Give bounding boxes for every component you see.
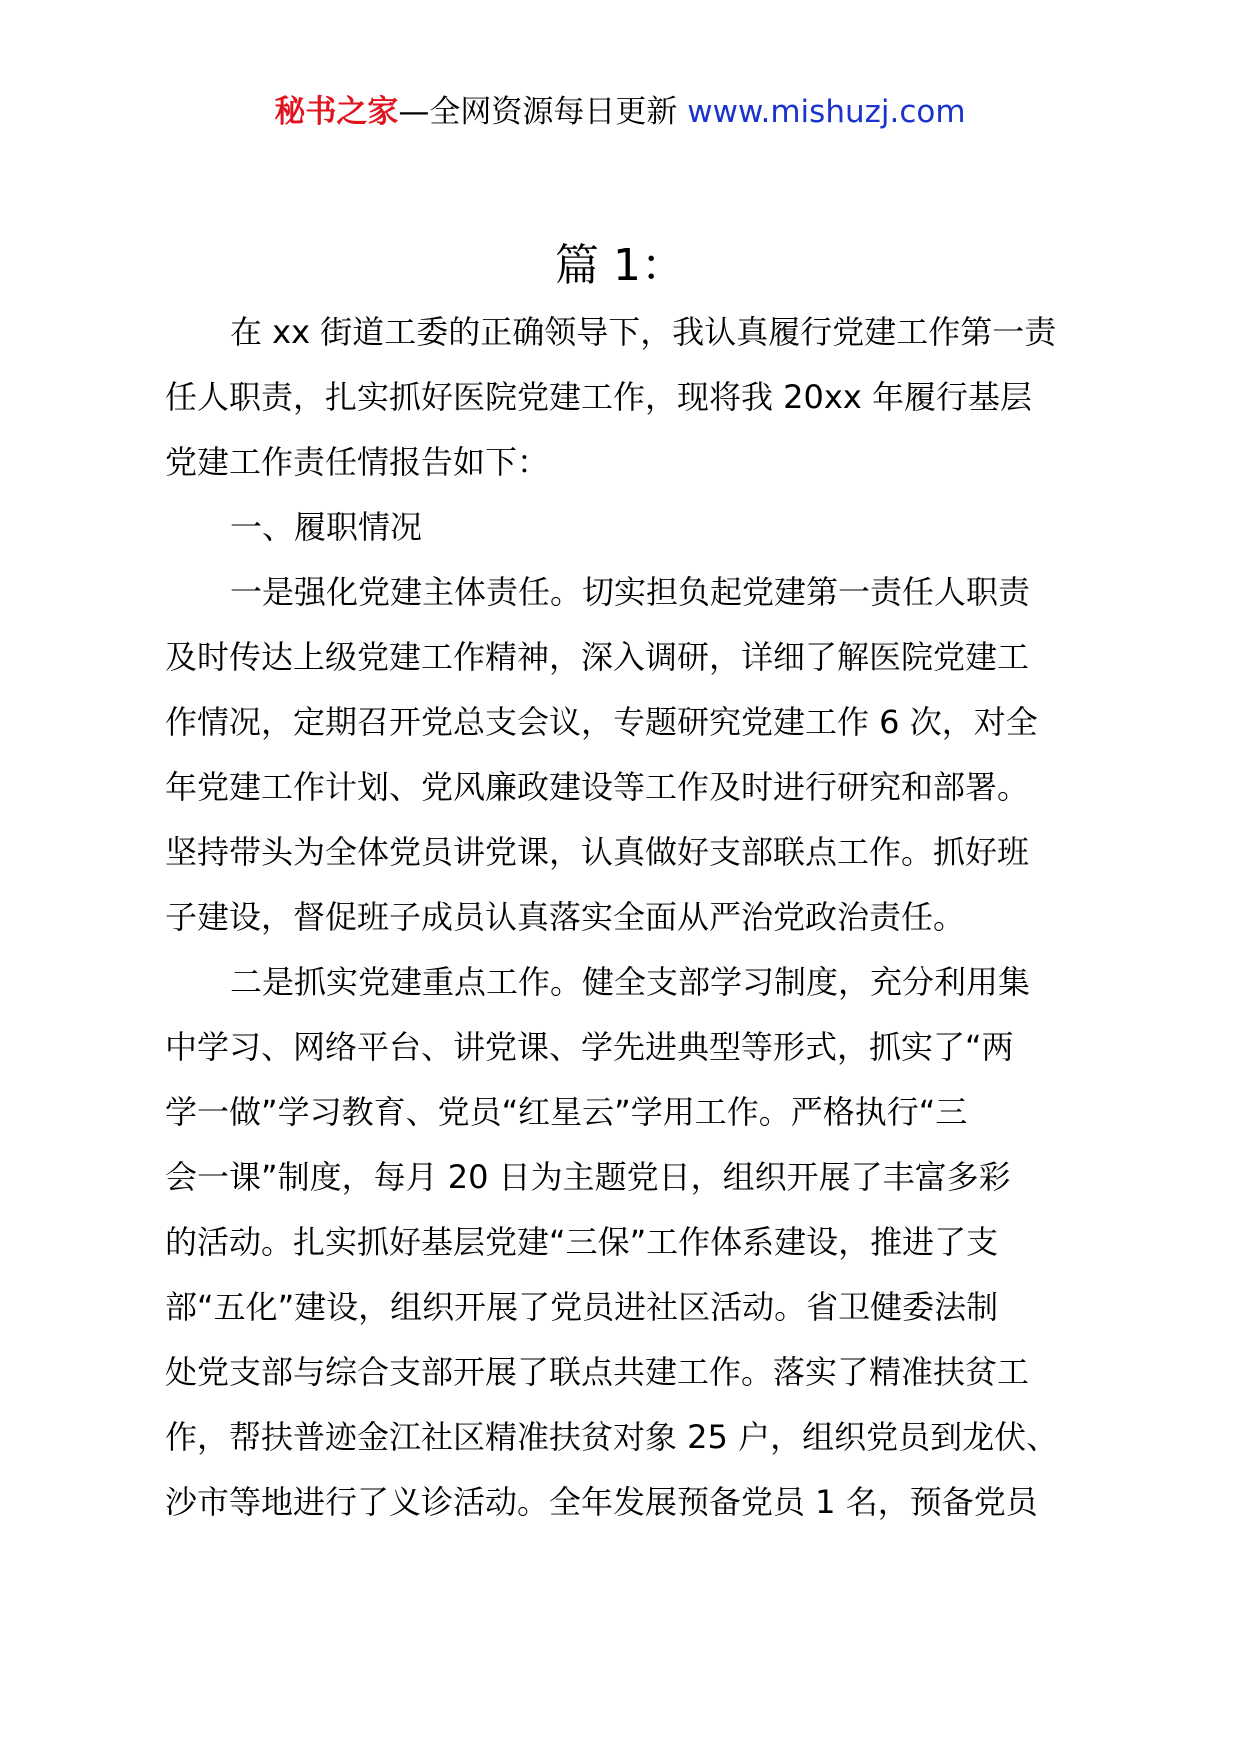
- paragraph-2: [165, 950, 1075, 1535]
- text-line: 及时传达上级党建工作精神，深入调研，详细了解医院党建工: [165, 638, 1030, 676]
- text-line: 会一课”制度，每月 20 日为主题党日，组织开展了丰富多彩: [165, 1158, 1011, 1196]
- text-line: 作，帮扶普迹金江社区精准扶贫对象 25 户，组织党员到龙伏、: [165, 1418, 1059, 1456]
- intro-paragraph: [165, 300, 1075, 495]
- text-line: 坚持带头为全体党员讲党课，认真做好支部联点工作。抓好班: [165, 833, 1030, 871]
- text-line: 党建工作责任情报告如下：: [165, 443, 550, 481]
- text-line: 中学习、网络平台、讲党课、学先进典型等形式，抓实了“两: [165, 1028, 1014, 1066]
- text-line: 任人职责，扎实抓好医院党建工作，现将我 20xx 年履行基层: [165, 378, 1032, 416]
- section-heading: [165, 495, 1075, 560]
- text-line: 部“五化”建设，组织开展了党员进社区活动。省卫健委法制: [165, 1288, 999, 1326]
- text-line: 子建设，督促班子成员认真落实全面从严治党政治责任。: [165, 898, 966, 936]
- document-body: [165, 300, 1075, 1535]
- text-line: 二是抓实党建重点工作。健全支部学习制度，充分利用集: [230, 963, 1031, 1001]
- text-line: 作情况，定期召开党总支会议，专题研究党建工作 6 次，对全: [165, 703, 1038, 741]
- brand-name: 秘书之家: [274, 94, 399, 130]
- text-line: 在 xx 街道工委的正确领导下，我认真履行党建工作第一责: [230, 313, 1057, 351]
- paragraph-1: [165, 560, 1075, 950]
- text-line: 学一做”学习教育、党员“红星云”学用工作。严格执行“三: [165, 1093, 968, 1131]
- text-line: 沙市等地进行了义诊活动。全年发展预备党员 1 名，预备党员: [165, 1483, 1038, 1521]
- section-heading-text: 一、履职情况: [230, 508, 423, 546]
- document-title: 篇 1：: [555, 240, 685, 291]
- text-line: 年党建工作计划、党风廉政建设等工作及时进行研究和部署。: [165, 768, 1030, 806]
- text-line: 处党支部与综合支部开展了联点共建工作。落实了精准扶贫工: [165, 1353, 1030, 1391]
- text-line: 的活动。扎实抓好基层党建“三保”工作体系建设，推进了支: [165, 1223, 999, 1261]
- site-url-link[interactable]: www.mishuzj.com: [687, 94, 966, 130]
- text-line: 一是强化党建主体责任。切实担负起党建第一责任人职责: [230, 573, 1031, 611]
- header-tagline: —全网资源每日更新: [398, 94, 678, 130]
- site-header: [0, 92, 1240, 132]
